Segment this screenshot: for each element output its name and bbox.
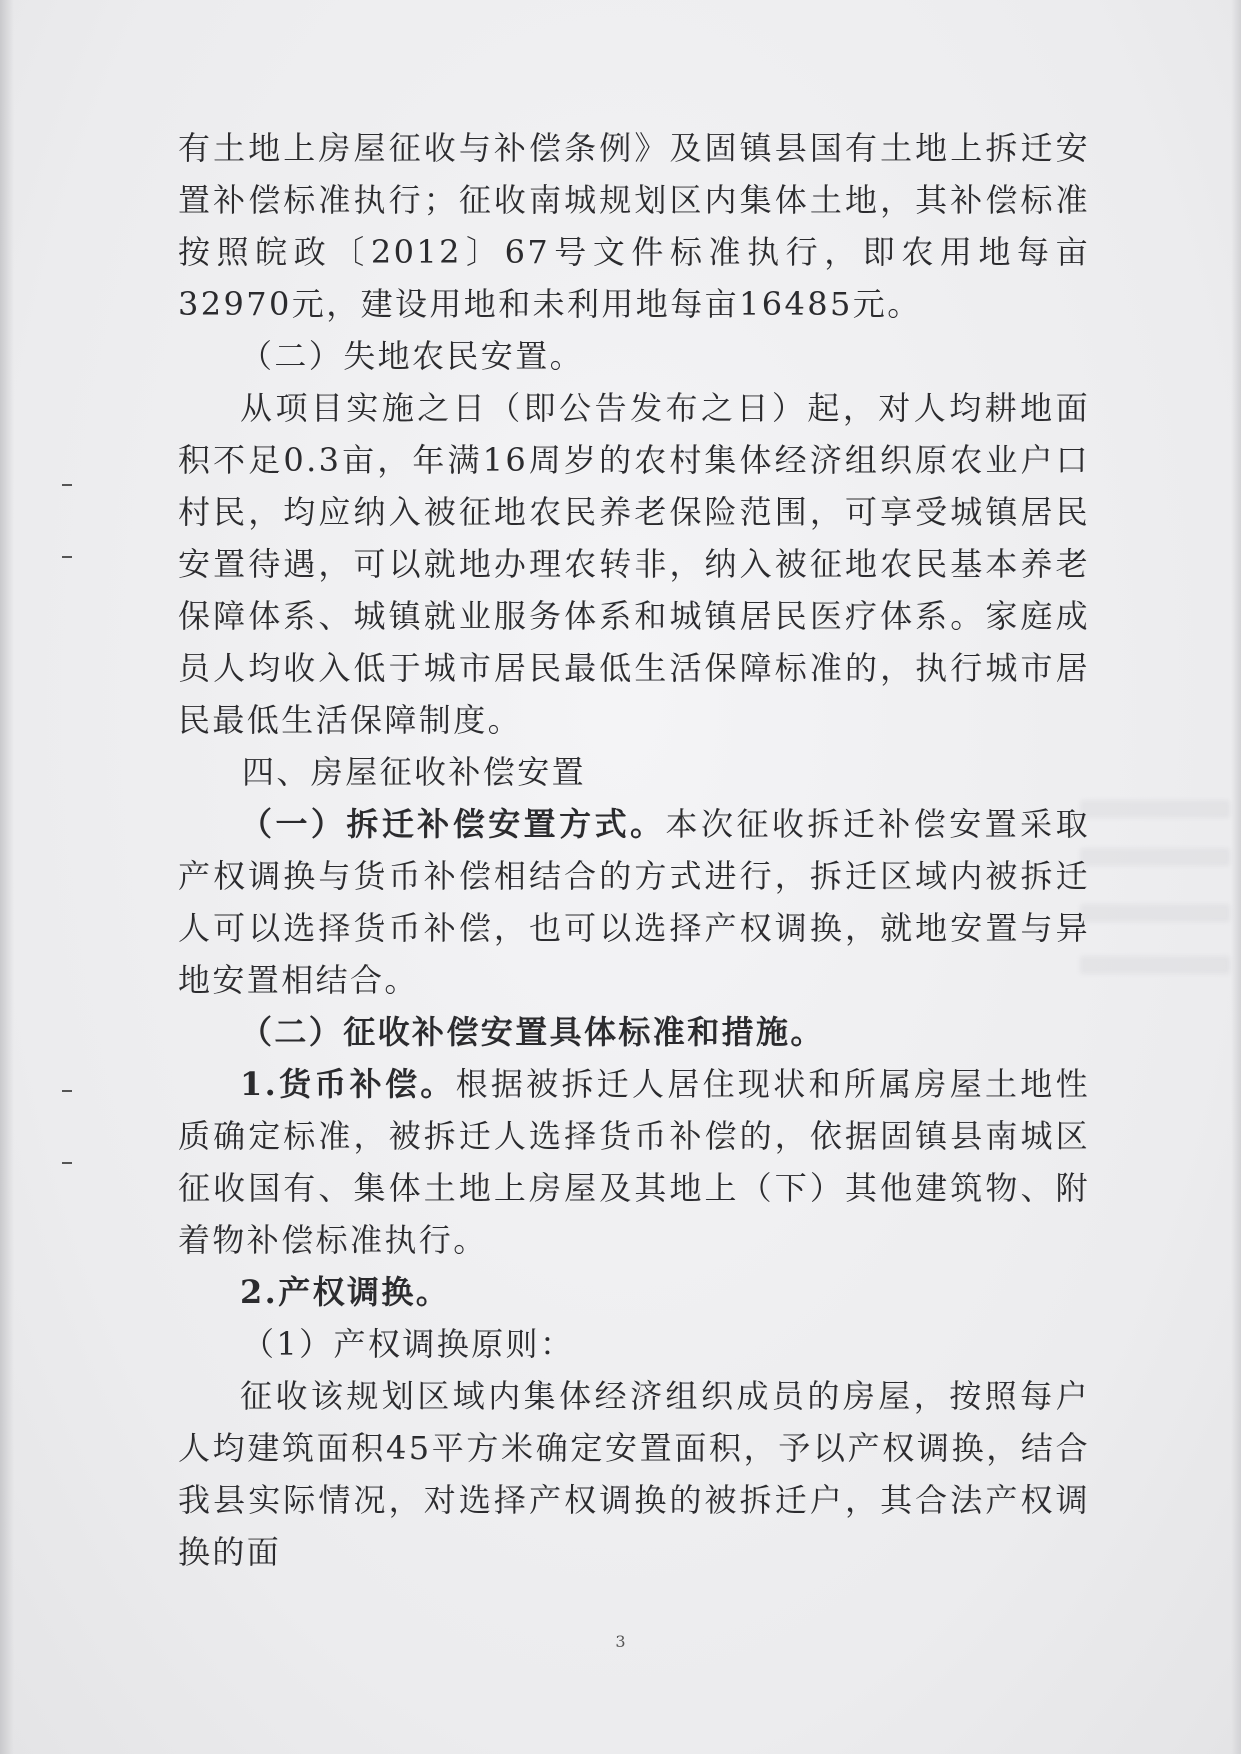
binding-mark (62, 1090, 72, 1092)
paragraph-exchange-principle: 征收该规划区域内集体经济组织成员的房屋，按照每户人均建筑面积45平方米确定安置面积，予以产权调换，结合我县实际情况，对选择产权调换的被拆迁户，其合法产权调换的面 (178, 1377, 1090, 1571)
paragraph-land-farmers: 从项目实施之日（即公告发布之日）起，对人均耕地面积不足0.3亩，年满16周岁的农村集体经济组织原农业户口村民，均应纳入被征地农民养老保险范围，可享受城镇居民安置待遇，可以就地办理农转非，纳入被征地农民基本养老保障体系、城镇就业服务体系和城镇居民医疗体系。家庭成员人均收入低于城市居民最低生活保障标准的，执行城市居民最低生活保障制度。 (178, 389, 1090, 739)
subheading-standards: （二）征收补偿安置具体标准和措施。 (240, 1013, 825, 1051)
page-number: 3 (615, 1632, 626, 1651)
binding-mark (62, 556, 72, 558)
show-through-mark (1080, 904, 1230, 922)
body-compensation-method: 本次征收拆迁补偿安置采取产权调换与货币补偿相结合的方式进行，拆迁区域内被拆迁人可以选择货币补偿，也可以选择产权调换，就地安置与异地安置相结合。 (178, 805, 1090, 999)
paragraph-compensation-method (178, 798, 1090, 1006)
show-through-mark (1080, 956, 1230, 974)
document-body (178, 122, 1090, 1578)
scan-edge-right (1231, 0, 1241, 1754)
show-through-mark (1080, 800, 1230, 818)
binding-mark (62, 1162, 72, 1164)
paragraph-continued: 有土地上房屋征收与补偿条例》及固镇县国有土地上拆迁安置补偿标准执行；征收南城规划区内集体土地，其补偿标准按照皖政〔2012〕67号文件标准执行，即农用地每亩32970元，建设用地和未利用地每亩16485元。 (178, 129, 1090, 323)
subheading-land-farmers: （二）失地农民安置。 (240, 337, 585, 375)
scan-edge-left (0, 0, 14, 1754)
lead-compensation-method: （一）拆迁补偿安置方式。 (240, 805, 666, 843)
show-through-mark (1080, 848, 1230, 866)
subitem-exchange-principle: （1）产权调换原则： (242, 1325, 575, 1363)
subheading-property-exchange: 2.产权调换。 (240, 1273, 451, 1311)
body-monetary-compensation: 根据被拆迁人居住现状和所属房屋土地性质确定标准，被拆迁人选择货币补偿的，依据固镇县南城区征收国有、集体土地上房屋及其地上（下）其他建筑物、附着物补偿标准执行。 (178, 1065, 1090, 1259)
binding-mark (62, 484, 72, 486)
paragraph-monetary-compensation (178, 1058, 1090, 1266)
lead-monetary-compensation: 1.货币补偿。 (240, 1065, 456, 1103)
section-heading-house-compensation: 四、房屋征收补偿安置 (242, 753, 587, 791)
